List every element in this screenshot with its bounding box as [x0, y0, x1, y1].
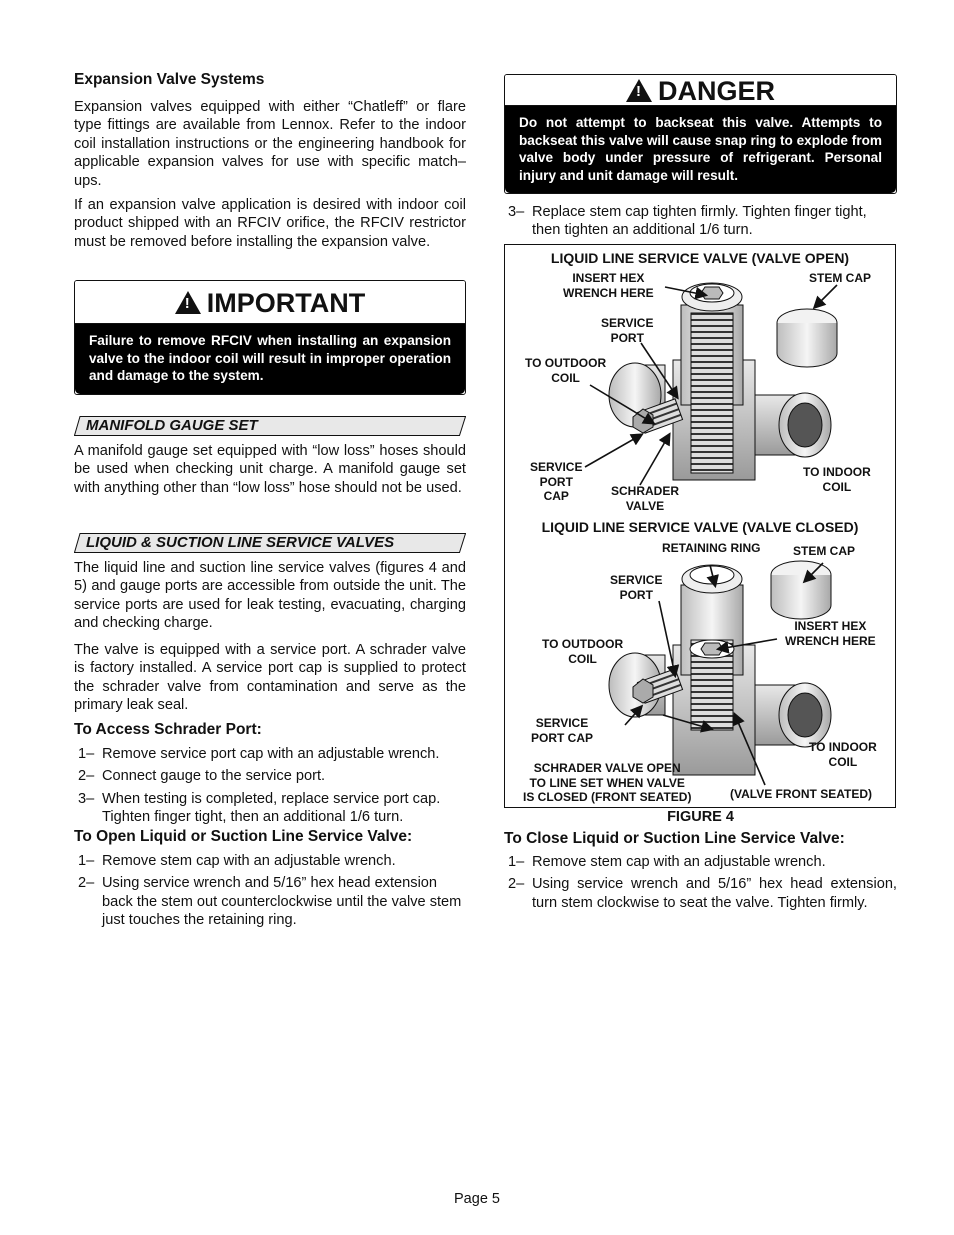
- step-text: Remove stem cap with an adjustable wrench.: [532, 854, 826, 870]
- list-item: [504, 853, 897, 871]
- step-number: 2–: [508, 876, 525, 893]
- expansion-paragraph-1: Expansion valves equipped with either “Chatleff” or flare type fittings are available from Lennox. Refer to the indoor coil installation instructions or the engineering handbook for applicable expansion valves for use with specific match–ups.: [74, 99, 466, 189]
- label-retaining-ring: RETAINING RING: [662, 541, 761, 555]
- danger-box: [504, 74, 897, 194]
- list-item: [74, 852, 466, 870]
- label-stem-cap: STEM CAP: [809, 271, 872, 285]
- closed-valve-title: LIQUID LINE SERVICE VALVE (VALVE CLOSED): [541, 519, 859, 535]
- close-steps: [504, 853, 897, 912]
- danger-title: [505, 75, 896, 106]
- step-text: Replace stem cap tighten firmly. Tighten finger tight, then tighten an additional 1/6 turn.: [532, 204, 867, 239]
- step-text: Remove stem cap with an adjustable wrench.: [102, 853, 396, 869]
- danger-title-text: DANGER: [657, 76, 775, 106]
- access-heading: To Access Schrader Port:: [74, 721, 262, 738]
- manifold-paragraph: A manifold gauge set equipped with “low loss” hoses should be used when checking unit charge. A manifold gauge set with anything other than “low loss” hose should not be used.: [74, 443, 466, 496]
- list-item: [74, 874, 466, 929]
- open-valve-title: LIQUID LINE SERVICE VALVE (VALVE OPEN): [550, 250, 850, 266]
- label-insert-hex: INSERT HEX WRENCH HERE: [563, 271, 654, 300]
- danger-body: Do not attempt to backseat this valve. Attempts to backseat this valve will cause snap ring to explode from valve body under pressure of refrigerant. Personal injury and unit damage will result.: [505, 106, 896, 193]
- important-title-text: IMPORTANT: [206, 288, 366, 318]
- important-body: Failure to remove RFCIV when installing an expansion valve to the indoor coil will result in improper operation and damage to the system.: [75, 324, 465, 394]
- label-service-port: SERVICE PORT: [601, 316, 654, 345]
- step-number: 2–: [78, 768, 95, 785]
- replace-step: [504, 203, 897, 240]
- list-item: [504, 203, 897, 240]
- step-text: Connect gauge to the service port.: [102, 768, 326, 785]
- label-stem-cap-closed: STEM CAP: [793, 544, 856, 558]
- open-steps: [74, 852, 466, 930]
- step-text: When testing is completed, replace service port cap. Tighten finger tight, then an additional 1/6 turn.: [102, 790, 441, 826]
- step-text: Remove service port cap with an adjustable wrench.: [102, 746, 440, 762]
- important-title: [75, 281, 465, 324]
- open-valve-drawing: [609, 283, 837, 480]
- label-front-seated: (VALVE FRONT SEATED): [730, 787, 872, 801]
- label-to-indoor: TO INDOOR COIL: [803, 465, 871, 494]
- step-number: 1–: [78, 853, 95, 869]
- expansion-paragraph-2: If an expansion valve application is desired with indoor coil product shipped with an RFCIV orifice, the RFCIV restrictor must be removed before installing the expansion valve.: [74, 197, 466, 250]
- label-service-port-cap: SERVICE PORT CAP: [530, 460, 583, 503]
- manifold-heading: MANIFOLD GAUGE SET: [86, 417, 258, 434]
- label-schrader-open: SCHRADER VALVE OPEN TO LINE SET WHEN VALVE IS CLOSED (FRONT SEATED): [523, 761, 692, 804]
- step-number: 1–: [78, 746, 95, 762]
- valves-section-bar: [74, 533, 466, 553]
- label-to-indoor-closed: TO INDOOR COIL: [809, 740, 877, 769]
- valves-paragraph-1: The liquid line and suction line service valves (figures 4 and 5) and gauge ports are accessible from outside the unit. The service ports are used for leak testing, evacuating, charging and checking charge.: [74, 560, 466, 632]
- expansion-heading: Expansion Valve Systems: [74, 71, 265, 88]
- step-number: 3–: [78, 790, 95, 807]
- step-number: 2–: [78, 875, 95, 892]
- valves-paragraph-2: The valve is equipped with a service port. A schrader valve is factory installed. A service port cap is supplied to protect the schrader valve from contamination and serve as the primary leak seal.: [74, 642, 466, 714]
- manifold-section-bar: [74, 416, 466, 436]
- label-schrader: SCHRADER VALVE: [611, 484, 680, 513]
- list-item: [74, 745, 466, 763]
- warning-triangle-icon: !: [175, 291, 201, 314]
- step-text: Using service wrench and 5/16” hex head extension, turn stem clockwise to seat the valve. Tighten firmly.: [532, 876, 897, 911]
- open-heading: To Open Liquid or Suction Line Service Valve:: [74, 828, 413, 845]
- access-steps: [74, 745, 466, 827]
- label-service-port-cap-closed: SERVICE PORT CAP: [531, 716, 594, 745]
- list-item: [74, 790, 466, 827]
- step-number: 1–: [508, 854, 525, 870]
- list-item: [74, 767, 466, 785]
- close-heading: To Close Liquid or Suction Line Service Valve:: [504, 830, 845, 847]
- important-box: [74, 280, 466, 395]
- figure-4: [504, 244, 896, 808]
- list-item: [504, 875, 897, 912]
- label-insert-hex-closed: INSERT HEX WRENCH HERE: [785, 619, 876, 648]
- step-number: 3–: [508, 204, 525, 220]
- warning-triangle-icon: !: [626, 79, 652, 102]
- label-to-outdoor: TO OUTDOOR COIL: [525, 356, 607, 385]
- label-service-port-closed: SERVICE PORT: [610, 573, 663, 602]
- figure-caption: FIGURE 4: [667, 809, 734, 825]
- page-number: Page 5: [454, 1191, 500, 1207]
- valves-heading: LIQUID & SUCTION LINE SERVICE VALVES: [86, 534, 395, 551]
- step-text: Using service wrench and 5/16” hex head extension back the stem out counterclockwise until the valve stem just touches the retaining ring.: [102, 875, 462, 929]
- label-to-outdoor-closed: TO OUTDOOR COIL: [542, 637, 624, 666]
